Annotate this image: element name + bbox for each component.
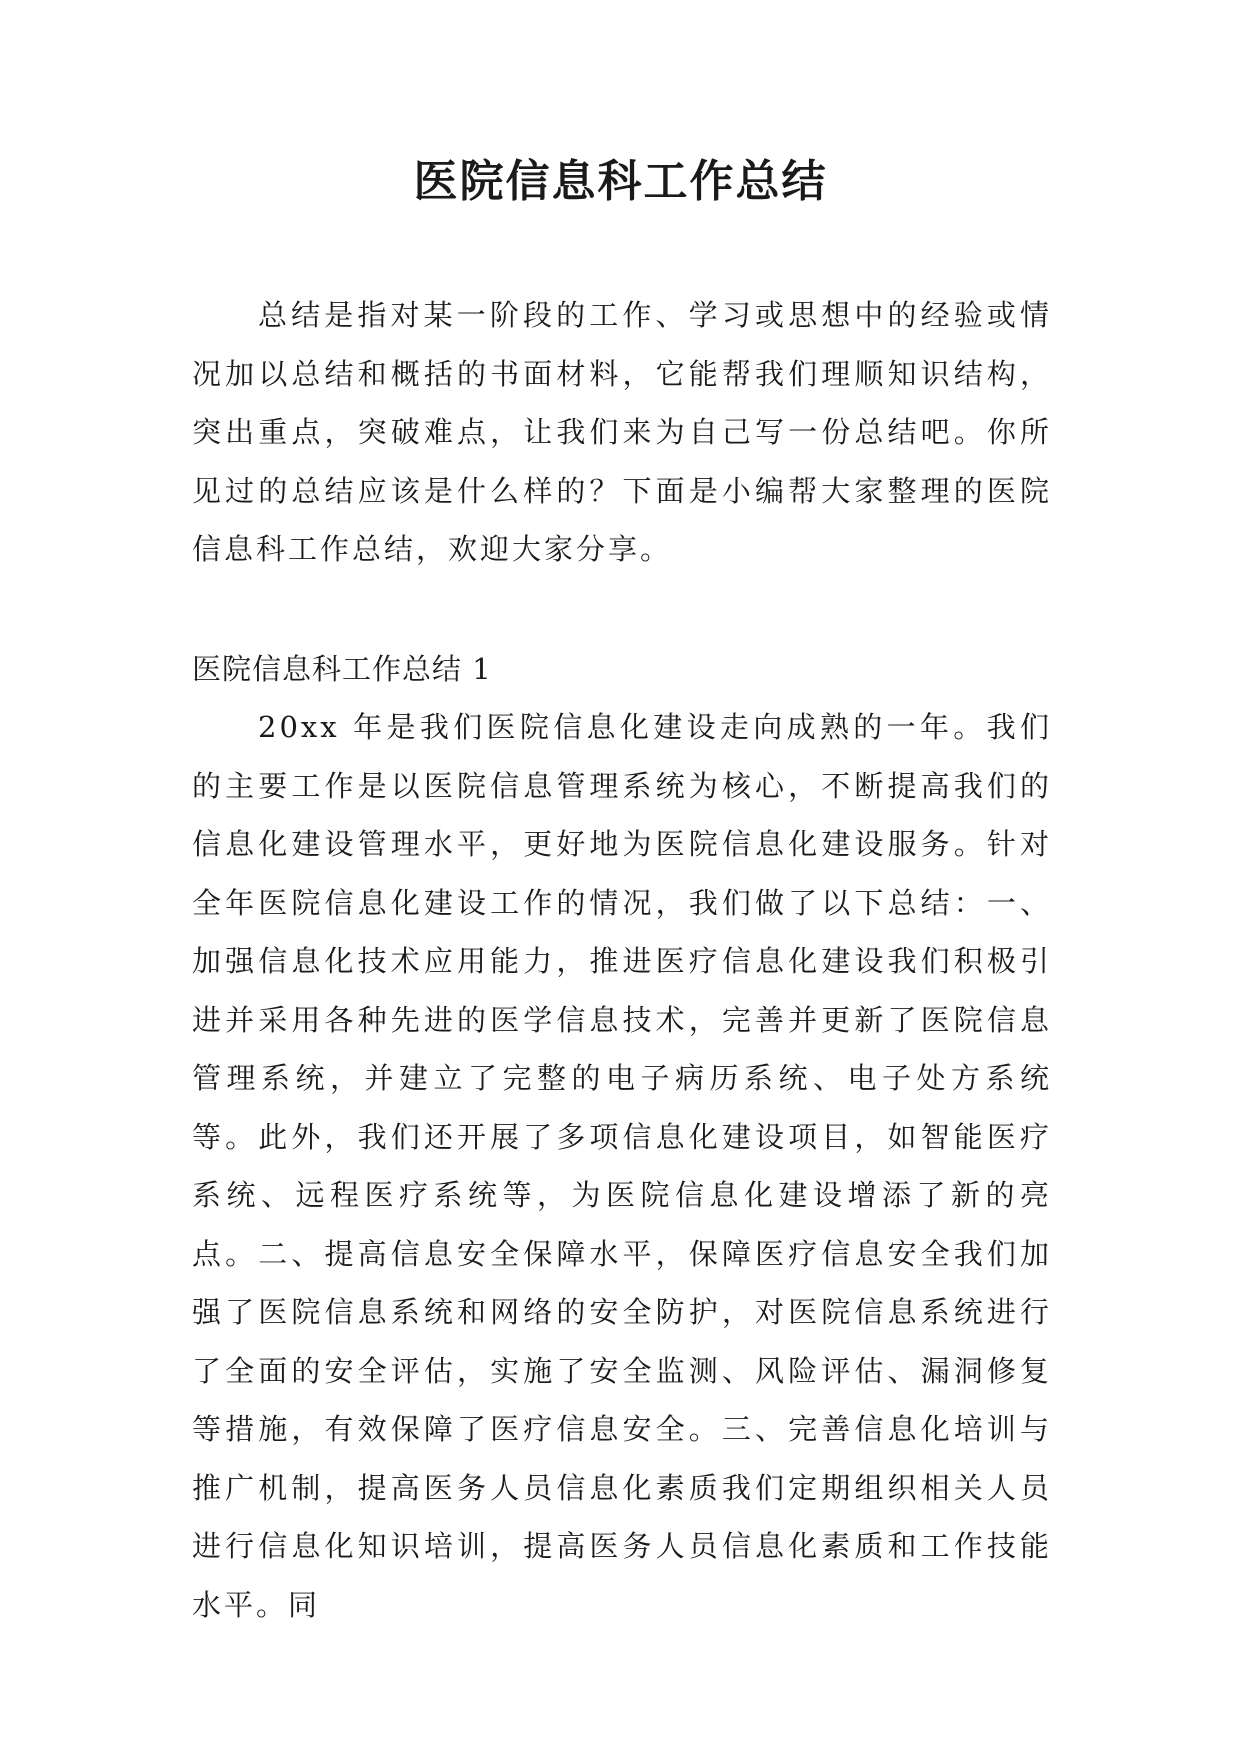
section-heading: 医院信息科工作总结 1 bbox=[192, 652, 492, 686]
intro-paragraph: 总结是指对某一阶段的工作、学习或思想中的经验或情况加以总结和概括的书面材料，它能帮我们理顺知识结构，突出重点，突破难点，让我们来为自己写一份总结吧。你所见过的总结应该是什么样的？下面是小编帮大家整理的医院信息科工作总结，欢迎大家分享。 bbox=[192, 298, 1052, 566]
section-body-paragraph: 20xx 年是我们医院信息化建设走向成熟的一年。我们的主要工作是以医院信息管理系统为核心，不断提高我们的信息化建设管理水平，更好地为医院信息化建设服务。针对全年医院信息化建设工作的情况，我们做了以下总结：一、加强信息化技术应用能力，推进医疗信息化建设我们积极引进并采用各种先进的医学信息技术，完善并更新了医院信息管理系统，并建立了完整的电子病历系统、电子处方系统等。此外，我们还开展了多项信息化建设项目，如智能医疗系统、远程医疗系统等，为医院信息化建设增添了新的亮点。二、提高信息安全保障水平，保障医疗信息安全我们加强了医院信息系统和网络的安全防护，对医院信息系统进行了全面的安全评估，实施了安全监测、风险评估、漏洞修复等措施，有效保障了医疗信息安全。三、完善信息化培训与推广机制，提高医务人员信息化素质我们定期组织相关人员进行信息化知识培训，提高医务人员信息化素质和工作技能水平。同 bbox=[192, 710, 1052, 1622]
document-title: 医院信息科工作总结 bbox=[413, 156, 828, 207]
